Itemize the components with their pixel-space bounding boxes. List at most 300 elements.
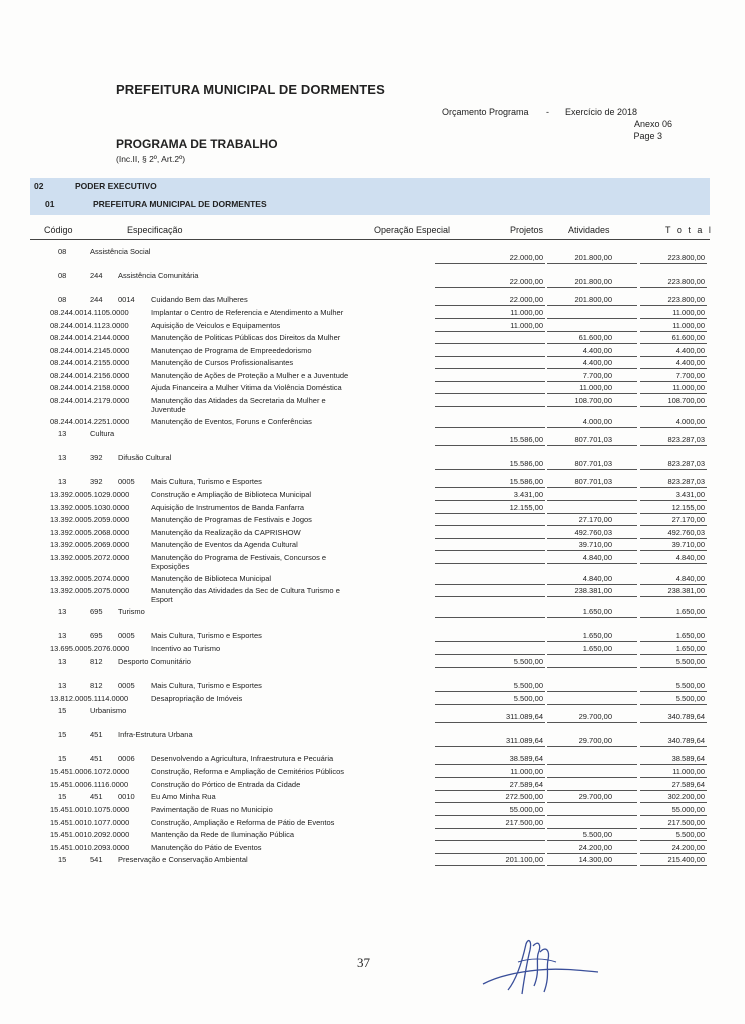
rule-total xyxy=(640,704,707,705)
atividades-value: 29.700,00 xyxy=(578,712,612,721)
total-value: 217.500,00 xyxy=(667,817,705,827)
total-value: 4.840,00 xyxy=(675,573,705,583)
rule-total xyxy=(640,538,707,539)
total-value: 5.500,00 xyxy=(675,680,705,690)
action-code: 15.451.0006.1116.0000 xyxy=(50,779,129,789)
row-description: Difusão Cultural xyxy=(118,453,172,462)
atividades-value: 201.800,00 xyxy=(574,277,612,286)
rule-total xyxy=(640,356,707,357)
function-code: 15 xyxy=(58,855,67,864)
rule-total xyxy=(640,487,707,488)
rule-projetos xyxy=(435,667,545,668)
atividades-value: 29.700,00 xyxy=(578,792,612,801)
rule-atividades xyxy=(547,368,637,369)
rule-atividades xyxy=(547,722,637,723)
row-description: Manutenção de Biblioteca Municipal xyxy=(151,573,272,583)
rule-total xyxy=(640,445,707,446)
projetos-value: 15.586,00 xyxy=(509,477,543,486)
action-code: 13.392.0005.2075.0000 xyxy=(50,586,130,595)
rule-total xyxy=(640,667,707,668)
rule-atividades xyxy=(547,667,637,668)
total-value: 823.287,03 xyxy=(667,459,705,468)
rule-projetos xyxy=(435,764,545,765)
atividades-value: 1.650,00 xyxy=(582,644,612,653)
row-description: Construção e Ampliação de Biblioteca Municipal xyxy=(151,490,312,499)
rule-atividades xyxy=(547,469,637,470)
action-code: 08.244.0014.2144.0000 xyxy=(50,333,130,342)
function-code: 08 xyxy=(58,295,67,304)
rule-total xyxy=(640,691,707,692)
rule-total xyxy=(640,853,707,854)
row-description: Manutenção das Atividades da Sec de Cultura Turismo e xyxy=(151,586,340,595)
atividades-value: 1.650,00 xyxy=(582,607,612,616)
rule-projetos xyxy=(435,746,545,747)
signature xyxy=(478,932,608,1002)
rule-total xyxy=(640,305,707,306)
atividades-value: 4.400,00 xyxy=(582,358,612,367)
rule-total xyxy=(640,840,707,841)
atividades-value: 11.000,00 xyxy=(579,383,612,392)
projetos-value: 5.500,00 xyxy=(513,656,543,666)
total-value: 223.800,00 xyxy=(667,253,705,262)
rule-total xyxy=(640,406,707,407)
rule-atividades xyxy=(547,331,637,332)
rule-atividades xyxy=(547,445,637,446)
row-description-continued: Exposições xyxy=(151,561,190,571)
total-value: 11.000,00 xyxy=(672,767,705,776)
row-description: Manutenção do Pátio de Eventos xyxy=(151,842,262,852)
action-code: 08.244.0014.1105.0000 xyxy=(50,308,129,317)
rule-atividades xyxy=(547,343,637,344)
rule-projetos xyxy=(435,500,545,501)
action-code: 13.392.0005.1029.0000 xyxy=(50,490,130,499)
rule-total xyxy=(640,368,707,369)
total-value: 215.400,00 xyxy=(667,855,705,864)
page-number: 37 xyxy=(357,955,370,970)
rule-total xyxy=(640,343,707,344)
row-description: Aquisição de Veiculos e Equipamentos xyxy=(151,320,281,330)
rule-atividades xyxy=(547,538,637,539)
action-code: 15.451.0010.1075.0000 xyxy=(50,805,130,814)
rule-projetos xyxy=(435,722,545,723)
rule-projetos xyxy=(435,865,545,866)
projetos-value: 201.100,00 xyxy=(505,855,543,864)
total-value: 823.287,03 xyxy=(667,477,705,486)
rule-projetos xyxy=(435,584,545,585)
projetos-value: 11.000,00 xyxy=(510,308,543,317)
rule-atividades xyxy=(547,318,637,319)
rule-atividades xyxy=(547,263,637,264)
program-code: 0014 xyxy=(118,295,135,304)
subfunction-code: 451 xyxy=(90,754,103,763)
subfunction-code: 244 xyxy=(90,271,103,280)
atividades-value: 39.710,00 xyxy=(578,540,612,549)
total-value: 55.000,00 xyxy=(671,805,705,814)
row-description: Implantar o Centro de Referencia e Atendimento a Mulher xyxy=(151,308,344,317)
rule-projetos xyxy=(435,469,545,470)
action-code: 13.392.0005.2072.0000 xyxy=(50,552,130,562)
action-code: 15.451.0010.1077.0000 xyxy=(50,817,130,827)
rule-projetos xyxy=(435,368,545,369)
rule-atividades xyxy=(547,406,637,407)
function-code: 15 xyxy=(58,706,67,715)
rule-projetos xyxy=(435,287,545,288)
row-description: Manutenção de Programas de Festivais e Jogos xyxy=(151,515,312,524)
rule-projetos xyxy=(435,815,545,816)
total-value: 4.400,00 xyxy=(675,345,705,355)
rule-total xyxy=(640,802,707,803)
rule-projetos xyxy=(435,381,545,382)
total-value: 238.381,00 xyxy=(667,586,705,595)
projetos-value: 38.589,64 xyxy=(509,754,543,763)
rule-total xyxy=(640,550,707,551)
atividades-value: 492.760,03 xyxy=(574,527,612,537)
row-description: Manutenção de Eventos, Foruns e Conferências xyxy=(151,416,312,426)
total-value: 39.710,00 xyxy=(671,540,705,549)
rule-atividades xyxy=(547,853,637,854)
action-code: 08.244.0014.2156.0000 xyxy=(50,370,130,380)
action-code: 15.451.0010.2093.0000 xyxy=(50,842,130,852)
atividades-value: 807.701,03 xyxy=(574,477,612,486)
fiscal-year: Exercício de 2018 xyxy=(565,107,638,117)
rule-atividades xyxy=(547,563,637,564)
rule-projetos xyxy=(435,704,545,705)
rule-atividades xyxy=(547,828,637,829)
atividades-value: 108.700,00 xyxy=(574,395,612,405)
function-code: 13 xyxy=(58,429,67,438)
rule-projetos xyxy=(435,393,545,394)
total-value: 223.800,00 xyxy=(667,295,705,304)
action-code: 15.451.0006.1072.0000 xyxy=(50,767,130,776)
rule-projetos xyxy=(435,525,545,526)
row-description: Cuidando Bem das Mulheres xyxy=(151,295,248,304)
rule-total xyxy=(640,427,707,428)
atividades-value: 24.200,00 xyxy=(578,842,612,852)
row-description: Pavimentação de Ruas no Municipio xyxy=(151,805,273,814)
row-description: Mais Cultura, Turismo e Esportes xyxy=(151,631,262,640)
total-value: 4.840,00 xyxy=(675,552,705,562)
projetos-value: 55.000,00 xyxy=(509,805,543,814)
rule-projetos xyxy=(435,790,545,791)
atividades-value: 4.840,00 xyxy=(582,573,612,583)
row-description: Assistência Comunitária xyxy=(118,271,199,280)
rule-atividades xyxy=(547,704,637,705)
rule-projetos xyxy=(435,550,545,551)
column-header-especificacao: Especificação xyxy=(127,225,183,235)
rule-atividades xyxy=(547,641,637,642)
row-description: Assistência Social xyxy=(90,247,151,256)
rule-total xyxy=(640,287,707,288)
rule-projetos xyxy=(435,691,545,692)
rule-projetos xyxy=(435,563,545,564)
row-description: Desporto Comunitário xyxy=(118,656,191,666)
organ-name: PODER EXECUTIVO xyxy=(75,181,157,191)
function-code: 15 xyxy=(58,792,67,801)
function-code: 13 xyxy=(58,631,67,640)
total-value: 492.760,03 xyxy=(667,527,705,537)
action-code: 13.392.0005.2074.0000 xyxy=(50,573,130,583)
total-value: 823.287,03 xyxy=(667,435,705,444)
rule-total xyxy=(640,331,707,332)
rule-atividades xyxy=(547,513,637,514)
column-header-codigo: Código xyxy=(44,225,73,235)
total-value: 7.700,00 xyxy=(675,370,705,380)
rule-total xyxy=(640,500,707,501)
projetos-value: 3.431,00 xyxy=(513,490,543,499)
row-description: Incentivo ao Turismo xyxy=(151,644,221,653)
atividades-value: 4.400,00 xyxy=(582,345,612,355)
rule-total xyxy=(640,777,707,778)
projetos-value: 12.155,00 xyxy=(509,502,543,512)
total-value: 1.650,00 xyxy=(675,644,705,653)
total-value: 4.400,00 xyxy=(675,358,705,367)
rule-total xyxy=(640,318,707,319)
row-description: Manutençao de Programa de Empreededorismo xyxy=(151,345,312,355)
function-code: 08 xyxy=(58,247,67,256)
rule-atividades xyxy=(547,596,637,597)
row-description-continued: Juventude xyxy=(151,404,186,414)
row-description: Manutenção de Ações de Proteção a Mulher e a Juventude xyxy=(151,370,349,380)
rule-atividades xyxy=(547,305,637,306)
rule-projetos xyxy=(435,406,545,407)
function-code: 15 xyxy=(58,754,67,763)
rule-atividades xyxy=(547,777,637,778)
rule-atividades xyxy=(547,393,637,394)
action-code: 08.244.0014.2179.0000 xyxy=(50,395,130,405)
rule-total xyxy=(640,596,707,597)
row-description: Manutenção da Realização da CAPRISHOW xyxy=(151,527,301,537)
subfunction-code: 812 xyxy=(90,656,103,666)
total-value: 5.500,00 xyxy=(675,656,705,666)
subfunction-code: 244 xyxy=(90,295,103,304)
function-code: 13 xyxy=(58,656,67,666)
rule-atividades xyxy=(547,487,637,488)
projetos-value: 22.000,00 xyxy=(509,277,543,286)
atividades-value: 807.701,03 xyxy=(574,435,612,444)
row-description: Desapropriação de Imóveis xyxy=(151,693,243,703)
column-header-operacao: Operação Especial xyxy=(374,225,451,235)
rule-total xyxy=(640,617,707,618)
rule-total xyxy=(640,815,707,816)
row-description: Manutenção de Cursos Profissionalisantes xyxy=(151,358,294,367)
function-code: 13 xyxy=(58,477,67,486)
row-description: Mais Cultura, Turismo e Esportes xyxy=(151,477,262,486)
rule-atividades xyxy=(547,500,637,501)
rule-total xyxy=(640,790,707,791)
rule-projetos xyxy=(435,263,545,264)
rule-projetos xyxy=(435,853,545,854)
projetos-value: 22.000,00 xyxy=(509,295,543,304)
rule-projetos xyxy=(435,331,545,332)
atividades-value: 29.700,00 xyxy=(578,736,612,745)
total-value: 11.000,00 xyxy=(672,383,705,392)
separator-dash: - xyxy=(546,107,549,117)
total-value: 5.500,00 xyxy=(675,693,705,703)
rule-atividades xyxy=(547,617,637,618)
total-value: 1.650,00 xyxy=(675,607,705,616)
row-description: Aquisição de Instrumentos de Banda Fanfarra xyxy=(151,502,305,512)
column-header-atividades: Atividades xyxy=(568,225,610,235)
atividades-value: 4.000,00 xyxy=(582,416,612,426)
action-code: 13.392.0005.1030.0000 xyxy=(50,502,130,512)
atividades-value: 14.300,00 xyxy=(578,855,612,864)
subfunction-code: 392 xyxy=(90,453,103,462)
rule-total xyxy=(640,563,707,564)
atividades-value: 7.700,00 xyxy=(582,370,612,380)
projetos-value: 272.500,00 xyxy=(505,792,543,801)
action-code: 13.695.0005.2076.0000 xyxy=(50,644,130,653)
action-code: 08.244.0014.2158.0000 xyxy=(50,383,130,392)
program-title: PROGRAMA DE TRABALHO xyxy=(116,137,278,151)
rule-total xyxy=(640,722,707,723)
atividades-value: 4.840,00 xyxy=(582,552,612,562)
rule-projetos xyxy=(435,318,545,319)
rule-projetos xyxy=(435,802,545,803)
row-description: Cultura xyxy=(90,429,115,438)
atividades-value: 61.600,00 xyxy=(578,333,612,342)
atividades-value: 5.500,00 xyxy=(582,830,612,839)
total-value: 27.170,00 xyxy=(671,515,705,524)
total-value: 11.000,00 xyxy=(672,308,705,317)
rule-projetos xyxy=(435,513,545,514)
organ-code: 02 xyxy=(34,181,44,191)
document-title: PREFEITURA MUNICIPAL DE DORMENTES xyxy=(116,82,385,97)
row-description: Mantenção da Rede de Iluminação Pública xyxy=(151,830,295,839)
subfunction-code: 695 xyxy=(90,631,103,640)
page-label: Page 3 xyxy=(633,131,662,141)
rule-total xyxy=(640,513,707,514)
total-value: 223.800,00 xyxy=(667,277,705,286)
subfunction-code: 451 xyxy=(90,792,103,801)
total-value: 340.789,64 xyxy=(667,712,705,721)
rule-atividades xyxy=(547,525,637,526)
rule-projetos xyxy=(435,828,545,829)
rule-atividades xyxy=(547,287,637,288)
atividades-value: 27.170,00 xyxy=(578,515,612,524)
rule-atividades xyxy=(547,764,637,765)
rule-projetos xyxy=(435,538,545,539)
function-code: 13 xyxy=(58,453,67,462)
rule-atividades xyxy=(547,815,637,816)
action-code: 15.451.0010.2092.0000 xyxy=(50,830,130,839)
row-description: Ajuda Financeira a Mulher Vitima da Violência Doméstica xyxy=(151,383,342,392)
rule-atividades xyxy=(547,654,637,655)
rule-projetos xyxy=(435,777,545,778)
rule-atividades xyxy=(547,746,637,747)
atividades-value: 1.650,00 xyxy=(582,631,612,640)
subfunction-code: 451 xyxy=(90,730,103,739)
rule-atividades xyxy=(547,550,637,551)
total-value: 24.200,00 xyxy=(671,842,705,852)
row-description: Manutenção das Atidades da Secretaria da Mulher e xyxy=(151,395,326,405)
rule-total xyxy=(640,469,707,470)
rule-projetos xyxy=(435,840,545,841)
projetos-value: 15.586,00 xyxy=(509,435,543,444)
row-description: Mais Cultura, Turismo e Esportes xyxy=(151,680,262,690)
total-value: 108.700,00 xyxy=(667,395,705,405)
rule-atividades xyxy=(547,584,637,585)
action-code: 13.392.0005.2068.0000 xyxy=(50,527,130,537)
row-description: Manutenção do Programa de Festivais, Concursos e xyxy=(151,552,327,562)
subfunction-code: 392 xyxy=(90,477,103,486)
function-code: 13 xyxy=(58,607,67,616)
row-description: Infra-Estrutura Urbana xyxy=(118,730,193,739)
rule-projetos xyxy=(435,305,545,306)
total-value: 61.600,00 xyxy=(671,333,705,342)
projetos-value: 5.500,00 xyxy=(513,693,543,703)
rule-atividades xyxy=(547,790,637,791)
row-description: Construção, Reforma e Ampliação de Cemitérios Públicos xyxy=(151,767,345,776)
annex-label: Anexo 06 xyxy=(633,119,672,129)
projetos-value: 11.000,00 xyxy=(510,767,543,776)
program-code: 0005 xyxy=(118,477,135,486)
rule-total xyxy=(640,584,707,585)
total-value: 11.000,00 xyxy=(672,320,705,330)
projetos-value: 311.089,64 xyxy=(506,736,543,745)
unit-name: PREFEITURA MUNICIPAL DE DORMENTES xyxy=(93,199,267,209)
rule-projetos xyxy=(435,596,545,597)
rule-total xyxy=(640,865,707,866)
program-code: 0010 xyxy=(118,792,135,801)
rule-atividades xyxy=(547,840,637,841)
action-code: 08.244.0014.2155.0000 xyxy=(50,358,130,367)
row-description: Desenvolvendo a Agricultura, Infraestrutura e Pecuária xyxy=(151,754,334,763)
row-description-continued: Esport xyxy=(151,595,173,604)
atividades-value: 201.800,00 xyxy=(574,253,612,262)
rule-projetos xyxy=(435,343,545,344)
projetos-value: 27.589,64 xyxy=(509,779,543,789)
rule-atividades xyxy=(547,691,637,692)
action-code: 08.244.0014.2145.0000 xyxy=(50,345,130,355)
function-code: 08 xyxy=(58,271,67,280)
projetos-value: 15.586,00 xyxy=(509,459,543,468)
rule-total xyxy=(640,764,707,765)
rule-projetos xyxy=(435,641,545,642)
column-header-projetos: Projetos xyxy=(510,225,544,235)
rule-projetos xyxy=(435,427,545,428)
unit-code: 01 xyxy=(45,199,55,209)
rule-total xyxy=(640,263,707,264)
total-value: 27.589,64 xyxy=(671,779,705,789)
subfunction-code: 541 xyxy=(90,855,103,864)
rule-projetos xyxy=(435,654,545,655)
function-code: 15 xyxy=(58,730,67,739)
rule-projetos xyxy=(435,617,545,618)
program-code: 0006 xyxy=(118,754,135,763)
row-description: Construção do Pórtico de Entrada da Cidade xyxy=(151,779,301,789)
budget-label: Orçamento Programa xyxy=(442,107,529,117)
row-description: Turismo xyxy=(118,607,145,616)
rule-atividades xyxy=(547,427,637,428)
row-description: Urbanismo xyxy=(90,706,127,715)
row-description: Preservação e Conservação Ambiental xyxy=(118,855,248,864)
row-description: Manutenção de Eventos da Agenda Cultural xyxy=(151,540,298,549)
rule-total xyxy=(640,381,707,382)
rule-projetos xyxy=(435,356,545,357)
legal-reference: (Inc.II, § 2º, Art.2º) xyxy=(116,154,186,164)
rule-total xyxy=(640,654,707,655)
action-code: 13.812.0005.1114.0000 xyxy=(50,693,129,703)
rule-atividades xyxy=(547,381,637,382)
atividades-value: 238.381,00 xyxy=(574,586,612,595)
total-value: 38.589,64 xyxy=(671,754,705,763)
rule-total xyxy=(640,828,707,829)
rule-projetos xyxy=(435,445,545,446)
total-value: 5.500,00 xyxy=(675,830,705,839)
row-description: Eu Amo Minha Rua xyxy=(151,792,216,801)
subfunction-code: 812 xyxy=(90,680,103,690)
projetos-value: 5.500,00 xyxy=(513,680,543,690)
